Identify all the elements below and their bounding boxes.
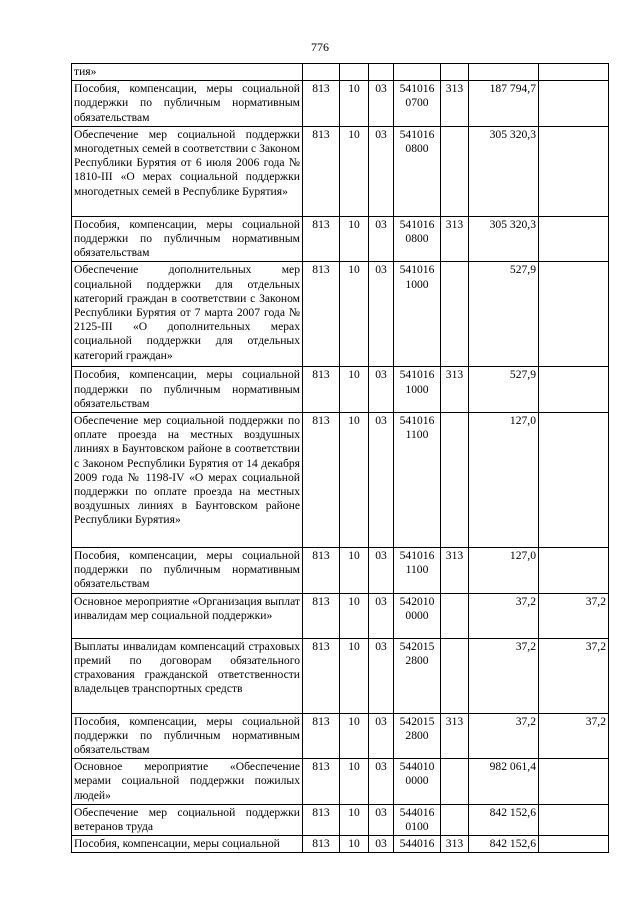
cell-sum-2 [539, 216, 609, 262]
csr-line-2: 1100 [405, 563, 429, 577]
cell-sum-2 [539, 262, 609, 367]
cell-sum-2: 37,2 [539, 638, 609, 713]
cell-ved: 813 [303, 836, 340, 853]
table-row [72, 713, 609, 759]
cell-sum-2: 37,2 [539, 713, 609, 759]
cell-sum: 527,9 [469, 367, 539, 413]
cell-csr [394, 367, 441, 413]
cell-sum: 842 152,6 [469, 836, 539, 853]
cell-sum: 187 794,7 [469, 81, 539, 127]
cell-sum-2: 37,2 [539, 593, 609, 638]
cell-vr [441, 126, 469, 216]
csr-line-2: 1000 [405, 382, 429, 396]
cell-sum: 37,2 [469, 593, 539, 638]
cell-ved: 813 [303, 126, 340, 216]
csr-line-1: 544016 [399, 837, 435, 851]
cell-rz: 10 [340, 262, 369, 367]
cell-description: Обеспечение дополнительных мер социальной поддержки для отдельных категорий граждан в соответствии с Законом Республики Бурятия от 7 марта 2007 года № 2125-III «О дополнительных мерах социальной поддержки для отдельных категорий граждан» [72, 262, 303, 367]
cell-ved: 813 [303, 593, 340, 638]
cell-sum: 982 061,4 [469, 759, 539, 805]
table-row [72, 126, 609, 216]
cell-sum-2 [539, 64, 609, 81]
csr-line-2: 0700 [405, 96, 429, 110]
cell-description: Пособия, компенсации, меры социальной поддержки по публичным нормативным обязательствам [72, 216, 303, 262]
cell-pr: 03 [369, 413, 394, 548]
cell-vr: 313 [441, 81, 469, 127]
cell-sum: 37,2 [469, 638, 539, 713]
csr-line-2: 0100 [405, 820, 429, 834]
cell-rz [340, 64, 369, 81]
cell-csr [394, 126, 441, 216]
cell-vr: 313 [441, 713, 469, 759]
cell-sum: 527,9 [469, 262, 539, 367]
cell-sum-2 [539, 759, 609, 805]
cell-rz: 10 [340, 638, 369, 713]
cell-rz: 10 [340, 836, 369, 853]
cell-vr: 313 [441, 548, 469, 594]
cell-description: Обеспечение мер социальной поддержки многодетных семей в соответствии с Законом Республики Бурятия от 6 июля 2006 года № 1810-III «О мерах социальной поддержки многодетных семей в Республике Бурятия» [72, 126, 303, 216]
table-row [72, 413, 609, 548]
csr-line-2: 0800 [405, 142, 429, 156]
cell-csr [394, 713, 441, 759]
cell-ved: 813 [303, 262, 340, 367]
cell-sum: 305 320,3 [469, 216, 539, 262]
cell-vr: 313 [441, 836, 469, 853]
csr-line-1: 544016 [399, 805, 435, 819]
table-row [72, 593, 609, 638]
cell-description: Обеспечение мер социальной поддержки ветеранов труда [72, 804, 303, 835]
table-row [72, 638, 609, 713]
csr-line-2: 0000 [405, 608, 429, 622]
cell-ved: 813 [303, 81, 340, 127]
cell-ved: 813 [303, 638, 340, 713]
cell-csr [394, 836, 441, 853]
cell-description: Обеспечение мер социальной поддержки по оплате проезда на местных воздушных линиях в Баунтовском районе в соответствии с Законом Республики Бурятия от 14 декабря 2009 года № 1198-IV «О мерах социальной поддержки по оплате проезда на местных воздушных линиях в Баунтовском районе Республики Бурятия» [72, 413, 303, 548]
cell-description: тия» [72, 64, 303, 81]
csr-line-1: 541016 [399, 414, 435, 428]
cell-pr [369, 64, 394, 81]
cell-sum-2 [539, 126, 609, 216]
cell-rz: 10 [340, 759, 369, 805]
csr-line-1: 541016 [399, 82, 435, 96]
cell-description: Основное мероприятие «Обеспечение мерами социальной поддержки пожилых людей» [72, 759, 303, 805]
cell-vr [441, 638, 469, 713]
cell-csr [394, 262, 441, 367]
cell-ved: 813 [303, 804, 340, 835]
cell-rz: 10 [340, 413, 369, 548]
cell-description: Пособия, компенсации, меры социальной поддержки по публичным нормативным обязательствам [72, 713, 303, 759]
cell-vr [441, 64, 469, 81]
csr-line-2: 0800 [405, 232, 429, 246]
cell-csr [394, 548, 441, 594]
page-number: 776 [311, 40, 329, 54]
cell-sum-2 [539, 81, 609, 127]
cell-pr: 03 [369, 548, 394, 594]
cell-pr: 03 [369, 638, 394, 713]
csr-line-2: 0000 [405, 774, 429, 788]
cell-pr: 03 [369, 367, 394, 413]
cell-pr: 03 [369, 804, 394, 835]
table-row [72, 548, 609, 594]
csr-line-2: 1000 [405, 277, 429, 291]
cell-description: Пособия, компенсации, меры социальной поддержки по публичным нормативным обязательствам [72, 367, 303, 413]
csr-line-1: 544010 [399, 760, 435, 774]
cell-rz: 10 [340, 126, 369, 216]
cell-vr [441, 413, 469, 548]
csr-line-1: 542015 [399, 714, 435, 728]
csr-line-2: 2800 [405, 728, 429, 742]
csr-line-2: 1100 [405, 428, 429, 442]
csr-line-1: 541016 [399, 127, 435, 141]
cell-description: Пособия, компенсации, меры социальной поддержки по публичным нормативным обязательствам [72, 81, 303, 127]
cell-rz: 10 [340, 216, 369, 262]
table-row [72, 64, 609, 81]
cell-vr [441, 759, 469, 805]
cell-sum: 127,0 [469, 413, 539, 548]
cell-sum: 127,0 [469, 548, 539, 594]
cell-sum-2 [539, 548, 609, 594]
cell-vr [441, 804, 469, 835]
cell-sum: 37,2 [469, 713, 539, 759]
table-row [72, 759, 609, 805]
budget-table [71, 63, 609, 853]
cell-pr: 03 [369, 713, 394, 759]
cell-rz: 10 [340, 713, 369, 759]
table-row [72, 836, 609, 853]
table-row [72, 367, 609, 413]
cell-pr: 03 [369, 216, 394, 262]
cell-description: Основное мероприятие «Организация выплат инвалидам мер социальной поддержки» [72, 593, 303, 638]
cell-ved: 813 [303, 413, 340, 548]
cell-csr [394, 804, 441, 835]
cell-pr: 03 [369, 262, 394, 367]
cell-pr: 03 [369, 759, 394, 805]
cell-sum-2 [539, 836, 609, 853]
cell-pr: 03 [369, 593, 394, 638]
table-row [72, 216, 609, 262]
cell-csr [394, 216, 441, 262]
table-row [72, 81, 609, 127]
cell-csr [394, 759, 441, 805]
cell-csr [394, 413, 441, 548]
cell-sum-2 [539, 367, 609, 413]
cell-description: Пособия, компенсации, меры социальной [72, 836, 303, 853]
cell-rz: 10 [340, 548, 369, 594]
csr-line-2: 2800 [405, 653, 429, 667]
cell-rz: 10 [340, 367, 369, 413]
cell-vr [441, 593, 469, 638]
cell-pr: 03 [369, 126, 394, 216]
cell-sum: 842 152,6 [469, 804, 539, 835]
cell-ved: 813 [303, 216, 340, 262]
cell-ved: 813 [303, 713, 340, 759]
cell-description: Пособия, компенсации, меры социальной поддержки по публичным нормативным обязательствам [72, 548, 303, 594]
cell-ved: 813 [303, 759, 340, 805]
cell-sum-2 [539, 804, 609, 835]
cell-pr: 03 [369, 81, 394, 127]
cell-rz: 10 [340, 593, 369, 638]
cell-sum: 305 320,3 [469, 126, 539, 216]
cell-csr [394, 64, 441, 81]
cell-sum-2 [539, 413, 609, 548]
csr-line-1: 541016 [399, 263, 435, 277]
cell-sum [469, 64, 539, 81]
csr-line-1: 542015 [399, 639, 435, 653]
cell-csr [394, 593, 441, 638]
cell-vr [441, 262, 469, 367]
cell-rz: 10 [340, 81, 369, 127]
cell-vr: 313 [441, 216, 469, 262]
cell-description: Выплаты инвалидам компенсаций страховых премий по договорам обязательного страхования гражданской ответственности владельцев транспортных средств [72, 638, 303, 713]
cell-ved: 813 [303, 548, 340, 594]
table-row [72, 804, 609, 835]
cell-ved [303, 64, 340, 81]
cell-csr [394, 81, 441, 127]
csr-line-1: 542010 [399, 594, 435, 608]
csr-line-1: 541016 [399, 217, 435, 231]
cell-pr: 03 [369, 836, 394, 853]
cell-rz: 10 [340, 804, 369, 835]
cell-vr: 313 [441, 367, 469, 413]
csr-line-1: 541016 [399, 368, 435, 382]
cell-ved: 813 [303, 367, 340, 413]
table-row [72, 262, 609, 367]
csr-line-1: 541016 [399, 549, 435, 563]
cell-csr [394, 638, 441, 713]
